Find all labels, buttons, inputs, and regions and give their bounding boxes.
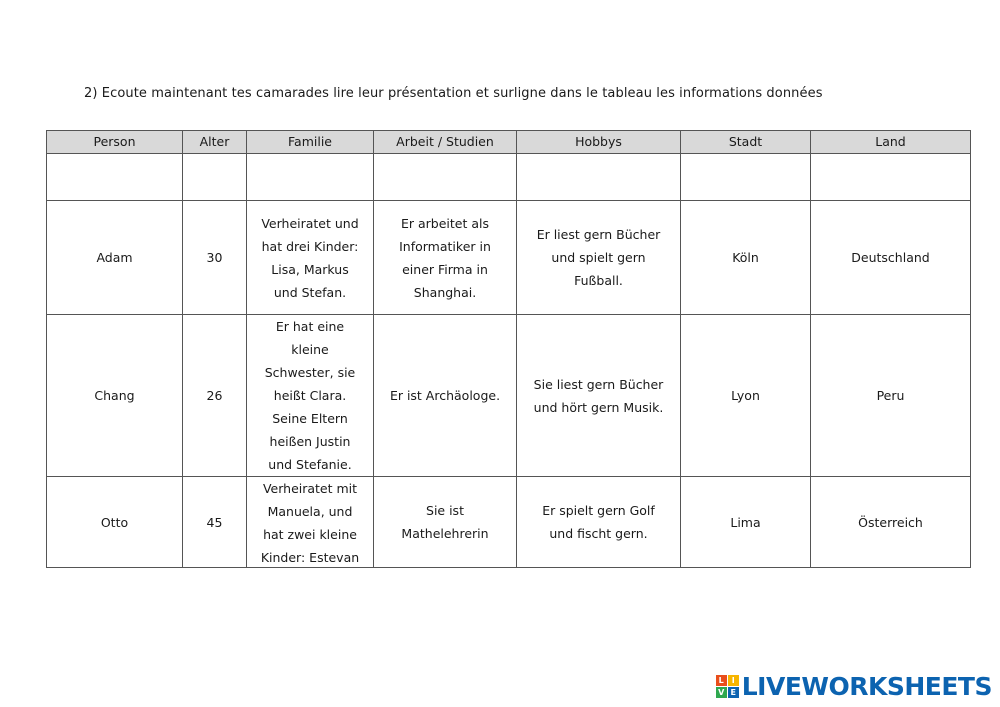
blank-cell-alter[interactable] xyxy=(183,154,247,201)
cell-person[interactable]: Chang xyxy=(47,315,183,477)
blank-cell-land[interactable] xyxy=(811,154,971,201)
blank-cell-hobbys[interactable] xyxy=(517,154,681,201)
header-familie: Familie xyxy=(247,131,374,154)
cell-arbeit[interactable]: Er arbeitet als Informatiker in einer Firma in Shanghai. xyxy=(374,201,517,315)
cell-person[interactable]: Adam xyxy=(47,201,183,315)
header-row xyxy=(47,131,971,154)
blank-cell-familie[interactable] xyxy=(247,154,374,201)
cell-land[interactable]: Deutschland xyxy=(811,201,971,315)
liveworksheets-logo-text: LIVEWORKSHEETS xyxy=(741,672,992,701)
blank-cell-arbeit[interactable] xyxy=(374,154,517,201)
table-row xyxy=(47,315,971,477)
header-person: Person xyxy=(47,131,183,154)
cell-alter[interactable]: 45 xyxy=(183,477,247,568)
cell-familie[interactable]: Er hat eine kleine Schwester, sie heißt Clara. Seine Eltern heißen Justin und Stefanie. xyxy=(247,315,374,477)
logo-letter-v: V xyxy=(716,687,727,698)
table-row xyxy=(47,201,971,315)
cell-land[interactable]: Österreich xyxy=(811,477,971,568)
logo-letter-l: L xyxy=(716,675,727,686)
logo-letter-e: E xyxy=(728,687,739,698)
header-arbeit: Arbeit / Studien xyxy=(374,131,517,154)
liveworksheets-logo-icon xyxy=(716,675,739,698)
cell-person[interactable]: Otto xyxy=(47,477,183,568)
header-hobbys: Hobbys xyxy=(517,131,681,154)
header-stadt: Stadt xyxy=(681,131,811,154)
instruction-text: 2) Ecoute maintenant tes camarades lire leur présentation et surligne dans le tableau les informations données xyxy=(84,86,823,101)
blank-cell-stadt[interactable] xyxy=(681,154,811,201)
cell-hobbys[interactable]: Sie liest gern Bücher und hört gern Musik. xyxy=(517,315,681,477)
info-table xyxy=(46,130,971,568)
cell-arbeit[interactable]: Sie ist Mathelehrerin xyxy=(374,477,517,568)
header-alter: Alter xyxy=(183,131,247,154)
cell-familie[interactable] xyxy=(247,477,374,568)
cell-stadt[interactable]: Lyon xyxy=(681,315,811,477)
cell-familie-text: Verheiratet mit Manuela, und hat zwei kleine Kinder: Estevan xyxy=(260,481,360,565)
cell-stadt[interactable]: Köln xyxy=(681,201,811,315)
liveworksheets-logo[interactable] xyxy=(716,672,992,701)
cell-hobbys[interactable]: Er spielt gern Golf und fischt gern. xyxy=(517,477,681,568)
blank-row xyxy=(47,154,971,201)
header-land: Land xyxy=(811,131,971,154)
cell-alter[interactable]: 26 xyxy=(183,315,247,477)
cell-hobbys[interactable]: Er liest gern Bücher und spielt gern Fußball. xyxy=(517,201,681,315)
cell-land[interactable]: Peru xyxy=(811,315,971,477)
cell-arbeit[interactable]: Er ist Archäologe. xyxy=(374,315,517,477)
blank-cell-person[interactable] xyxy=(47,154,183,201)
cell-alter[interactable]: 30 xyxy=(183,201,247,315)
cell-stadt[interactable]: Lima xyxy=(681,477,811,568)
logo-letter-i: I xyxy=(728,675,739,686)
cell-familie[interactable]: Verheiratet und hat drei Kinder: Lisa, Markus und Stefan. xyxy=(247,201,374,315)
table-row xyxy=(47,477,971,568)
